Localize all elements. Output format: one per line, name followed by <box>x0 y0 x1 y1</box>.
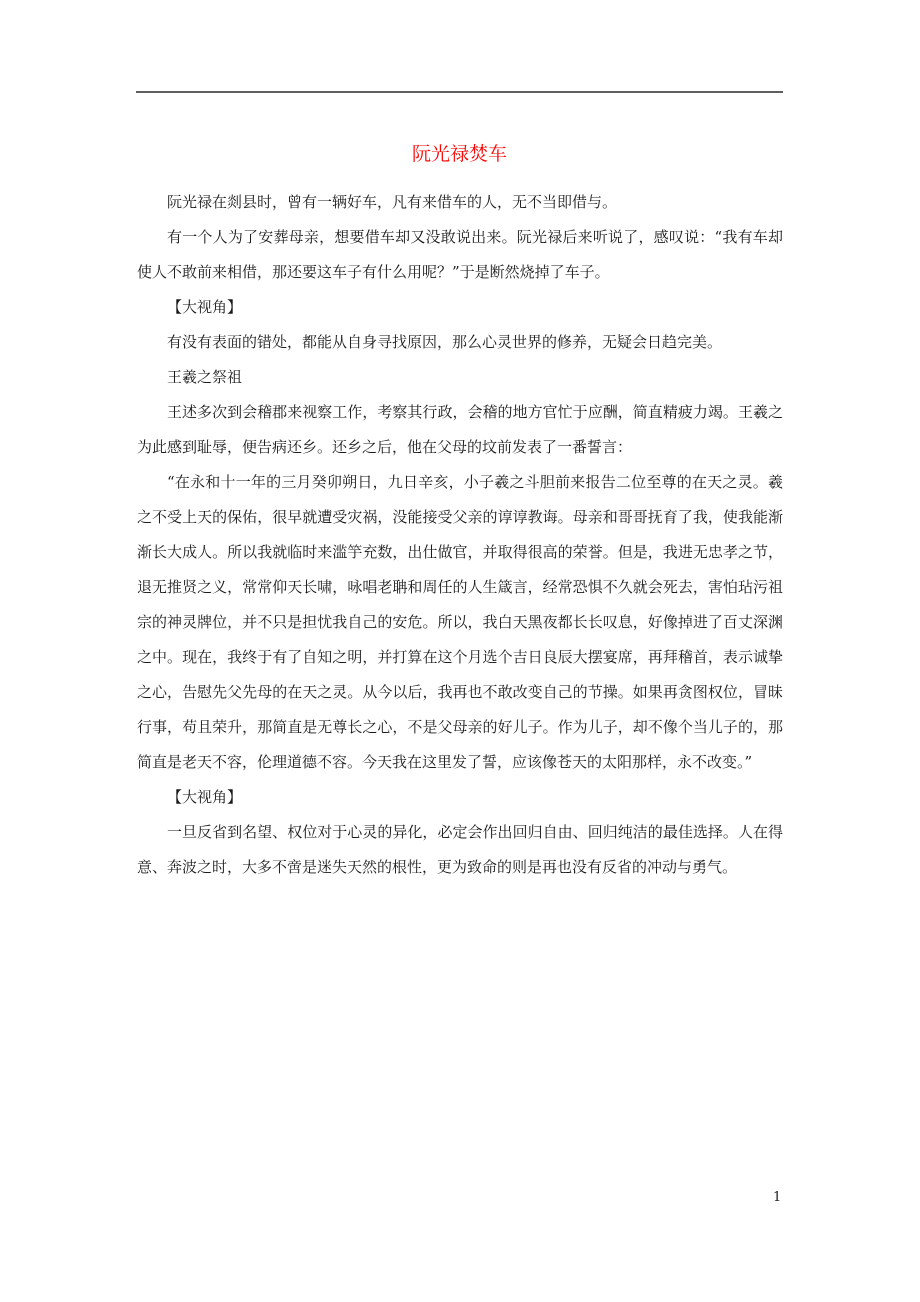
section-label-perspective-2: 【大视角】 <box>167 788 243 806</box>
page-number: 1 <box>773 1190 782 1205</box>
document-body <box>137 185 783 885</box>
paragraph-oath: “在永和十一年的三月癸卯朔日，九日辛亥，小子羲之斗胆前来报告二位至尊的在天之灵。羲之不受上天的保佑，很早就遭受灾祸，没能接受父亲的谆谆教诲。母亲和哥哥抚育了我，使我能渐渐长大成人。所以我就临时来滥竽充数，出仕做官，并取得很高的荣誉。但是，我进无忠孝之节，退无推贤之义，常常仰天长啸，咏唱老聃和周任的人生箴言，经常恐惧不久就会死去，害怕玷污祖宗的神灵牌位，并不只是担忧我自己的安危。所以，我白天黑夜都长长叹息，好像掉进了百丈深渊之中。现在，我终于有了自知之明，并打算在这个月选个吉日良辰大摆宴席，再拜稽首，表示诚挚之心，告慰先父先母的在天之灵。从今以后，我再也不敢改变自己的节操。如果再贪图权位，冒昧行事，苟且荣升，那简直是无尊长之心，不是父母亲的好儿子。作为儿子，却不像个当儿子的，那简直是老天不容，伦理道德不容。今天我在这里发了誓，应该像苍天的太阳那样，永不改变。” <box>137 473 783 771</box>
document-title: 阮光禄焚车 <box>411 143 507 165</box>
section-label-perspective: 【大视角】 <box>167 298 243 316</box>
header-rule <box>136 91 783 93</box>
paragraph-intro: 阮光禄在剡县时，曾有一辆好车，凡有来借车的人，无不当即借与。 <box>167 193 618 211</box>
paragraph-commentary-2: 一旦反省到名望、权位对于心灵的异化，必定会作出回归自由、回归纯洁的最佳选择。人在得意、奔波之时，大多不啻是迷失天然的根性，更为致命的则是再也没有反省的冲动与勇气。 <box>137 823 783 876</box>
paragraph-commentary: 有没有表面的错处，都能从自身寻找原因，那么心灵世界的修养，无疑会日趋完美。 <box>167 333 723 351</box>
paragraph-story: 有一个人为了安葬母亲，想要借车却又没敢说出来。阮光禄后来听说了，感叹说：“我有车却使人不敢前来相借，那还要这车子有什么用呢？”于是断然烧掉了车子。 <box>137 228 783 281</box>
section-heading-wang-xizhi: 王羲之祭祖 <box>167 368 243 386</box>
paragraph-wang-intro: 王述多次到会稽郡来视察工作，考察其行政，会稽的地方官忙于应酬，简直精疲力竭。王羲之为此感到耻辱，便告病还乡。还乡之后，他在父母的坟前发表了一番誓言： <box>137 403 783 456</box>
